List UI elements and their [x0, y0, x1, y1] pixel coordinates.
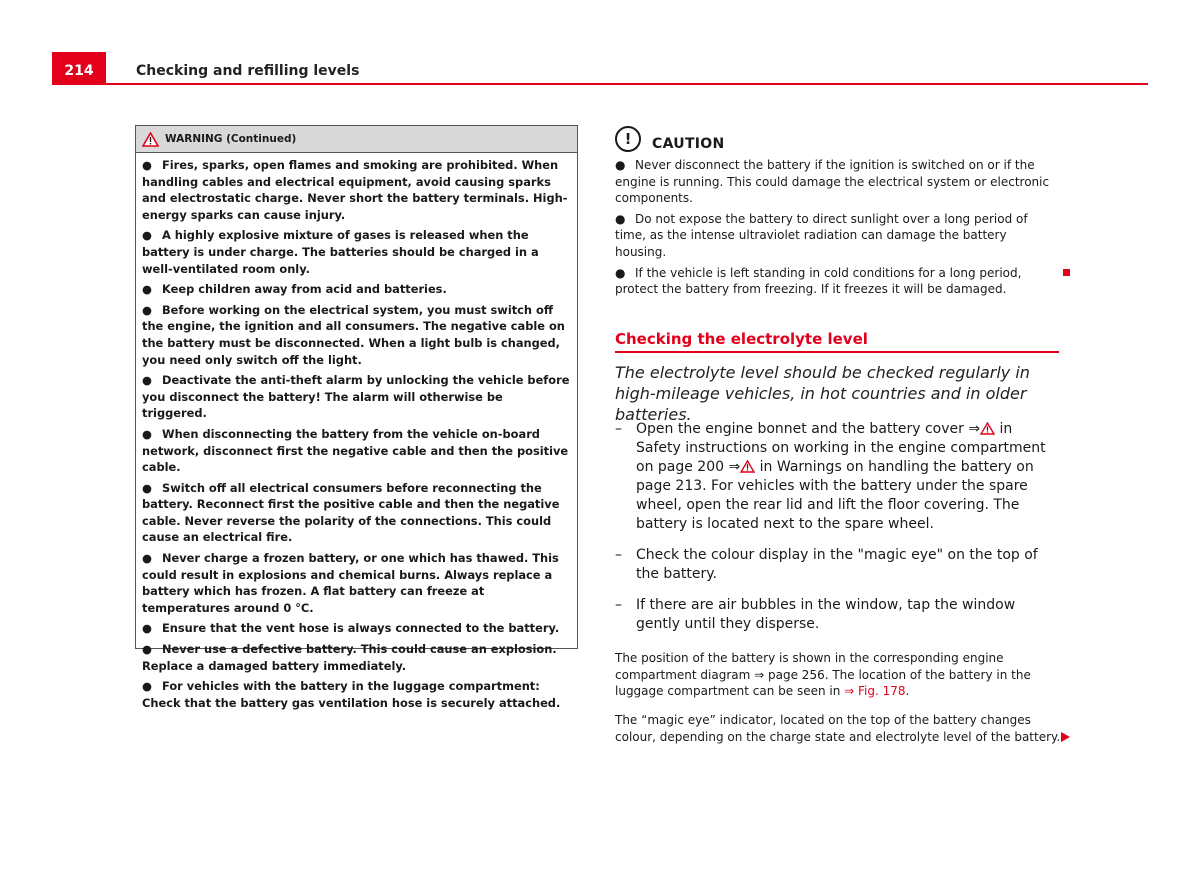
warning-item: ● For vehicles with the battery in the luggage compartment: Check that the battery gas ventilation hose is securely attached.: [142, 679, 561, 710]
warning-header: [136, 126, 577, 153]
bullet-icon: ●: [142, 551, 152, 566]
warning-item: ● A highly explosive mixture of gases is released when the battery is under charge. The batteries should be charged in a well-ventilated room only.: [142, 228, 539, 276]
warning-item: ● Switch off all electrical consumers before reconnecting the battery. Reconnect first the positive cable and then the negative cable. Never reverse the polarity of the connections. This could cause an electrical fire.: [142, 480, 560, 545]
step-item: [615, 420, 1061, 534]
step-item: [615, 596, 1061, 634]
step-list: [615, 420, 1061, 646]
bullet-icon: ●: [615, 265, 626, 280]
figure-link[interactable]: ⇒ Fig. 178: [844, 684, 906, 698]
warning-item: ● Ensure that the vent hose is always connected to the battery.: [142, 621, 560, 636]
bullet-icon: ●: [142, 480, 152, 495]
cross-reference-link[interactable]: ⇒: [968, 421, 995, 437]
warning-list: [136, 153, 577, 711]
page-number: 214: [52, 52, 106, 84]
bullet-icon: ●: [142, 158, 152, 172]
paragraph-magic-eye: The “magic eye” indicator, located on the top of the battery changes colour, depending on the charge state and electrolyte level of the battery.: [615, 713, 1061, 744]
warning-triangle-icon: [142, 132, 159, 147]
section-intro: The electrolyte level should be checked regularly in high-mileage vehicles, in hot countries and in older batteries.: [615, 363, 1030, 424]
section-header: Checking and refilling levels: [136, 63, 360, 79]
bullet-icon: ●: [142, 679, 152, 694]
warning-item: ● Deactivate the anti-theft alarm by unlocking the vehicle before you disconnect the battery! The alarm will otherwise be triggered.: [142, 373, 570, 421]
caution-item: ● Never disconnect the battery if the ignition is switched on or if the engine is running. This could damage the electrical system or electronic components.: [615, 158, 1050, 206]
step-item: [615, 546, 1061, 584]
warning-item: ● Never charge a frozen battery, or one which has thawed. This could result in explosions and chemical burns. Always replace a battery which has frozen. A flat battery can freeze at temperatures around 0 °C.: [142, 551, 559, 615]
header-divider: [52, 83, 1148, 85]
continue-arrow-icon: [1061, 732, 1070, 742]
caution-title: CAUTION: [652, 136, 725, 152]
section-divider: [615, 351, 1059, 353]
caution-item: ● Do not expose the battery to direct sunlight over a long period of time, as the intense ultraviolet radiation can damage the battery housing.: [615, 211, 1028, 259]
bullet-icon: ●: [142, 302, 152, 317]
warning-title: WARNING (Continued): [165, 133, 297, 145]
bullet-icon: ●: [142, 228, 152, 243]
bullet-icon: ●: [142, 621, 152, 636]
caution-exclamation-icon: !: [615, 126, 641, 152]
paragraph-battery-position: The position of the battery is shown in the corresponding engine compartment diagram ⇒ page 256. The location of the battery in the luggage compartment can be seen in ⇒ Fig. 178.: [615, 651, 1031, 698]
dash-marker: –: [615, 597, 622, 613]
bullet-icon: ●: [142, 426, 152, 441]
bullet-icon: ●: [142, 642, 152, 657]
bullet-icon: ●: [615, 158, 626, 172]
bullet-icon: ●: [142, 282, 152, 297]
step-text: Check the colour display in the "magic eye" on the top of the battery.: [636, 547, 1038, 582]
caution-item: ● If the vehicle is left standing in cold conditions for a long period, protect the battery from freezing. If it freezes it will be damaged.: [615, 265, 1022, 297]
warning-item: ● Fires, sparks, open flames and smoking are prohibited. When handling cables and electrical equipment, avoid causing sparks and electrostatic charge. Never short the battery terminals. High-energy sparks can cause injury.: [142, 158, 568, 222]
warning-item: ● Never use a defective battery. This could cause an explosion. Replace a damaged battery immediately.: [142, 642, 557, 673]
bullet-icon: ●: [615, 211, 626, 226]
warning-triangle-icon: [980, 422, 995, 435]
warning-triangle-icon: [740, 460, 755, 473]
dash-marker: –: [615, 547, 622, 563]
step-text: If there are air bubbles in the window, tap the window gently until they disperse.: [636, 597, 1016, 632]
cross-reference-link[interactable]: ⇒: [728, 459, 755, 475]
dash-marker: –: [615, 421, 622, 437]
warning-item: ● When disconnecting the battery from the vehicle on-board network, disconnect first the negative cable and then the positive cable.: [142, 426, 569, 475]
bullet-icon: ●: [142, 373, 152, 388]
caution-list: [615, 157, 1060, 302]
end-of-section-mark: [1063, 269, 1070, 276]
warning-item: ● Before working on the electrical system, you must switch off the engine, the ignition and all consumers. The negative cable on the battery must be disconnected. When a light bulb is changed, you need only switch off the light.: [142, 302, 565, 367]
section-title: Checking the electrolyte level: [615, 330, 868, 348]
step-text: Open the engine bonnet and the battery cover ⇒ in Safety instructions on working in the engine compartment on page 200 ⇒ in Warnings on handling the battery on page 213. For vehicles with the battery under the spare wheel, open the rear lid and lift the floor covering. The battery is located next to the spare wheel.: [636, 421, 1046, 532]
warning-box: [135, 125, 578, 710]
warning-item: ● Keep children away from acid and batteries.: [142, 282, 447, 297]
